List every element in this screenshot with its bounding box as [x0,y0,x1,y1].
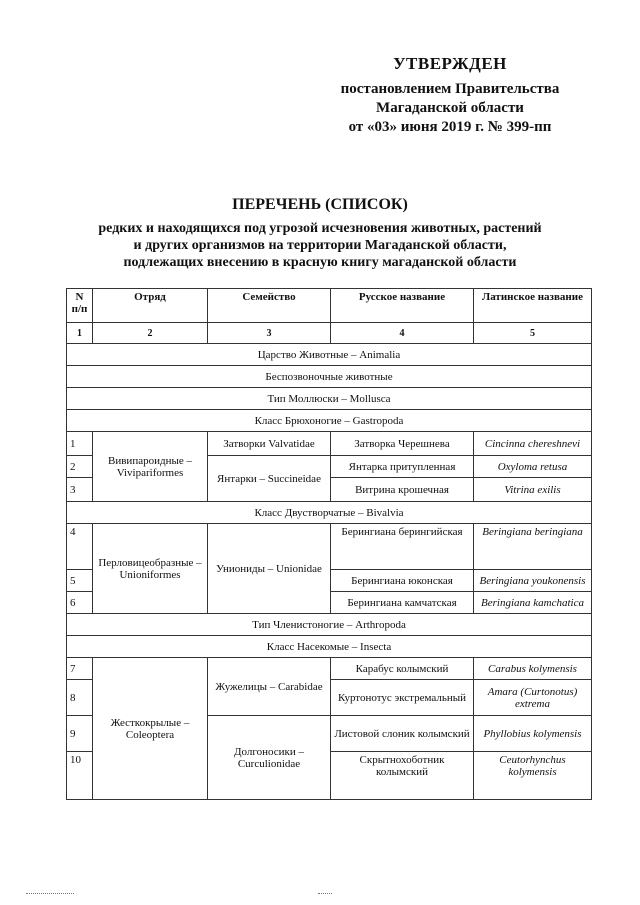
russian-name-cell: Берингиана берингийская [331,524,474,570]
latin-name-cell: Carabus kolymensis [474,658,592,680]
title-main: ПЕРЕЧЕНЬ (СПИСОК) [232,196,408,213]
russian-name-cell: Берингиана камчатская [331,592,474,614]
order-cell: Вивипароидные – Viviparіformes [93,432,208,502]
document-title [60,196,580,271]
row-number: 9 [67,716,93,752]
column-number: 4 [331,323,474,344]
header-family: Семейство [208,289,331,323]
latin-name-cell: Beringiana beringiana [474,524,592,570]
header-row [67,289,592,323]
russian-name-cell: Витрина крошечная [331,478,474,502]
section-insecta: Класс Насекомые – Insecta [67,636,592,658]
latin-name-cell: Beringiana kamchatica [474,592,592,614]
russian-name-cell: Куртонотус экстремальный [331,680,474,716]
row-number: 10 [67,752,93,800]
order-cell: Жесткокрылые – Coleoptera [93,658,208,800]
scan-mark [26,893,74,894]
row-number: 2 [67,456,93,478]
russian-name-cell: Берингиана юконская [331,570,474,592]
section-gastropoda: Класс Брюхоногие – Gastropoda [67,410,592,432]
russian-name-cell: Затворка Черешнева [331,432,474,456]
row-number: 4 [67,524,93,570]
row-number: 6 [67,592,93,614]
title-sub-2: и других организмов на территории Магаданской области, [133,238,507,253]
title-sub-3: подлежащих внесению в красную книгу магаданской области [123,255,517,270]
table-row [67,524,592,570]
row-number: 8 [67,680,93,716]
approval-block [300,54,600,137]
row-number: 1 [67,432,93,456]
latin-name-cell: Oxyloma retusa [474,456,592,478]
column-number: 5 [474,323,592,344]
section-mollusca: Тип Моллюски – Mollusca [67,388,592,410]
column-number: 3 [208,323,331,344]
section-kingdom: Царство Животные – Animalia [67,344,592,366]
family-cell: Затворки Valvatidae [208,432,331,456]
latin-name-cell: Amara (Curtonotus) extrema [474,680,592,716]
section-arthropoda: Тип Членистоногие – Arthropoda [67,614,592,636]
order-cell: Перловицеобразные – Unioniformes [93,524,208,614]
russian-name-cell: Карабус колымский [331,658,474,680]
latin-name-cell: Cincinna chereshnevi [474,432,592,456]
header-russian-name: Русское название [331,289,474,323]
latin-name-cell: Ceutorhynchus kolymensis [474,752,592,800]
row-number: 3 [67,478,93,502]
russian-name-cell: Листовой слоник колымский [331,716,474,752]
latin-name-cell: Phyllobius kolymensis [474,716,592,752]
table-row [67,432,592,456]
section-invertebrates: Беспозвоночные животные [67,366,592,388]
row-number: 5 [67,570,93,592]
scan-mark [318,893,332,894]
family-cell: Жужелицы – Carabidae [208,658,331,716]
header-latin-name: Латинское название [474,289,592,323]
russian-name-cell: Скрытнохоботник колымский [331,752,474,800]
family-cell: Янтарки – Succineidae [208,456,331,502]
family-cell: Униониды – Unionidae [208,524,331,614]
header-order: Отряд [93,289,208,323]
approval-line-3: от «03» июня 2019 г. № 399-пп [348,119,552,135]
russian-name-cell: Янтарка притупленная [331,456,474,478]
row-number: 7 [67,658,93,680]
latin-name-cell: Vitrina exilis [474,478,592,502]
approval-line-1: постановлением Правительства [340,81,560,97]
column-number: 2 [93,323,208,344]
family-cell: Долгоносики – Curculionidae [208,716,331,800]
column-number: 1 [67,323,93,344]
title-sub-1: редких и находящихся под угрозой исчезновения животных, растений [98,221,542,236]
header-num: N п/п [67,289,93,323]
column-number-row [67,323,592,344]
approval-line-2: Магаданской области [376,100,524,116]
latin-name-cell: Beringiana youkonensis [474,570,592,592]
table-row [67,658,592,680]
approval-heading: УТВЕРЖДЕН [393,54,507,73]
species-table [66,288,592,800]
section-bivalvia: Класс Двустворчатые – Bivalvia [67,502,592,524]
